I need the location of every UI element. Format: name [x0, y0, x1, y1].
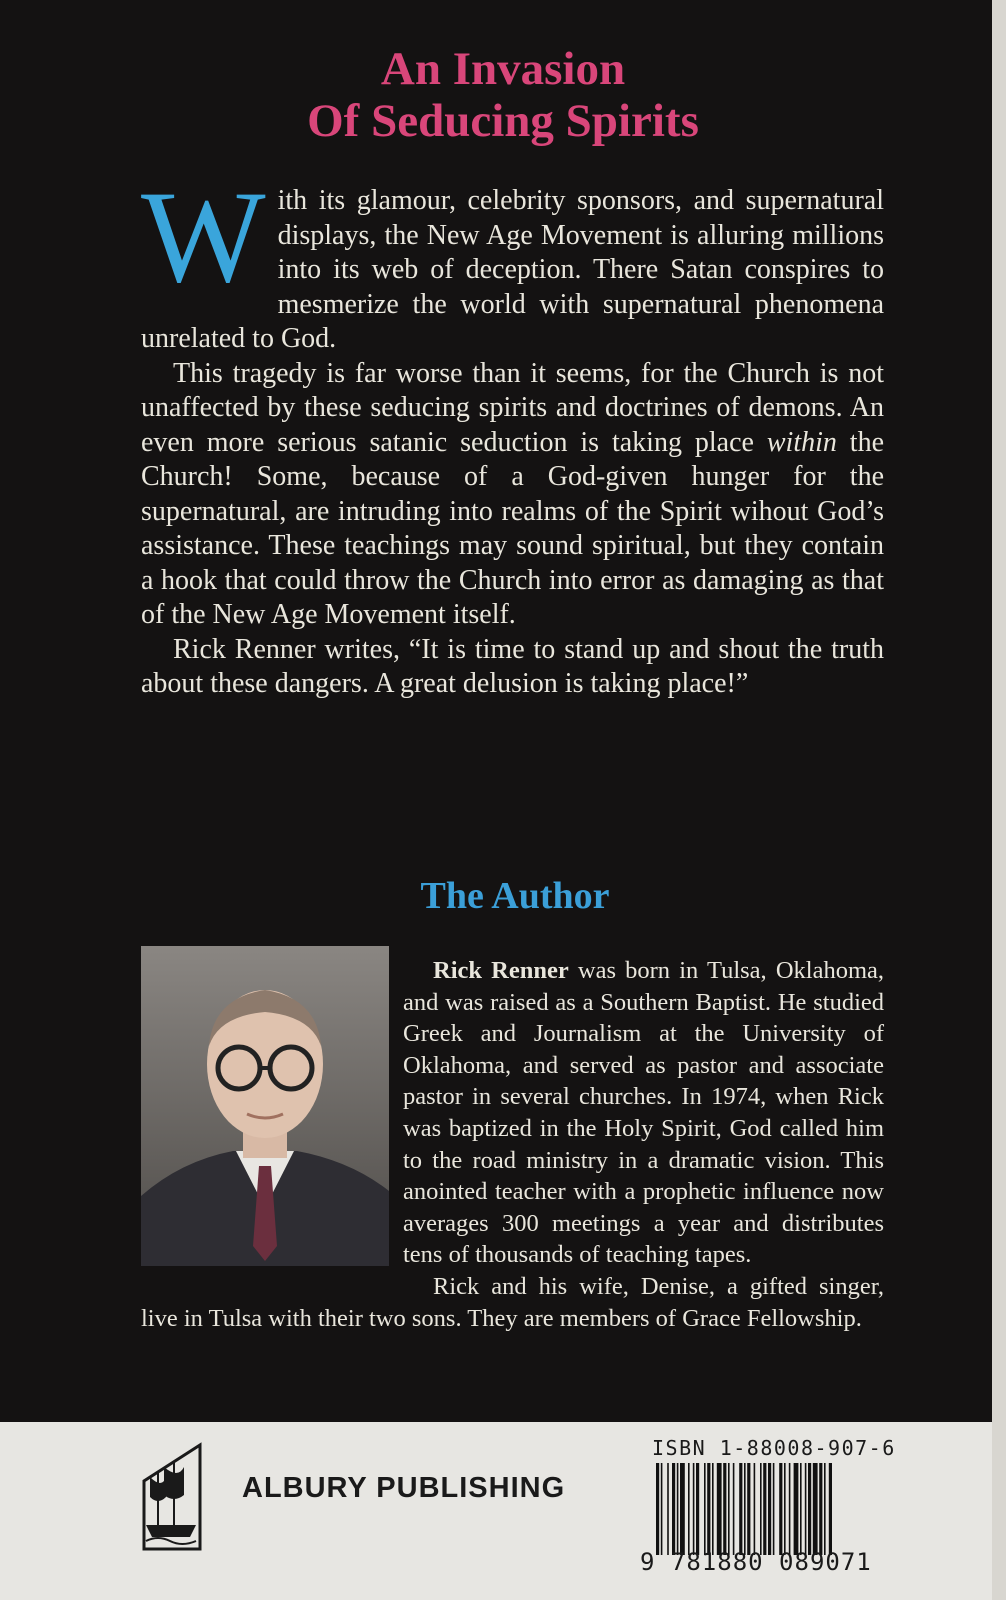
barcode-bars — [652, 1463, 902, 1555]
description-paragraph-3: Rick Renner writes, “It is time to stand up and shout the truth about these dangers. A great delusion is taking place!” — [141, 633, 884, 699]
barcode — [652, 1463, 902, 1555]
book-edge — [992, 0, 1006, 1600]
book-title-line-2: Of Seducing Spirits — [307, 95, 699, 147]
author-bio — [141, 955, 884, 1334]
description-paragraph-2-start: This tragedy is far worse than it seems, for the Church is not unaffected by these seducing spirits and doctrines of demons. An even more serious satanic seduction is taking place — [141, 357, 884, 458]
description — [141, 163, 885, 702]
publisher-logo — [138, 1441, 238, 1551]
author-bio-paragraph-2: Rick and his wife, Denise, a gifted singer, live in Tulsa with their two sons. They are members of Grace Fellowship. — [141, 1272, 884, 1332]
description-paragraph-1-text: ith its glamour, celebrity sponsors, and supernatural displays, the New Age Movement is alluring millions into its web of deception. There Satan conspires to mesmerize the world with supernatural phenomena unrelated to God. — [141, 185, 884, 354]
barcode-number: 9 781880 089071 — [640, 1548, 872, 1576]
description-paragraph-2 — [141, 357, 884, 633]
author-heading: The Author — [420, 875, 610, 917]
drop-cap: W — [141, 163, 266, 310]
book-title-line-1: An Invasion — [380, 43, 626, 95]
sailing-ship-icon — [138, 1441, 238, 1551]
description-paragraph-1 — [141, 163, 884, 357]
author-bio-paragraph-1-text: was born in Tulsa, Oklahoma, and was raised as a Southern Baptist. He studied Greek and Journalism at the University of Oklahoma, and served as pastor and associate pastor in several churches. In 1974, when Rick was baptized in the Holy Spirit, God called him to the road ministry in a dramatic vision. This anointed teacher with a prophetic influence now averages 300 meetings a year and distributes tens of thousands of teaching tapes. — [403, 957, 885, 1269]
emphasis-within: within — [766, 426, 837, 458]
publisher-name: ALBURY PUBLISHING — [242, 1472, 566, 1504]
isbn: ISBN 1-88008-907-6 — [652, 1436, 896, 1460]
description-paragraph-2-end: the Church! Some, because of a God-given hunger for the supernatural, are intruding into realms of the Spirit wihout God’s assistance. These teachings may sound spiritual, but they contain a hook that could throw the Church into error as damaging as that of the New Age Movement itself. — [141, 426, 885, 630]
author-name: Rick Renner — [433, 957, 569, 984]
